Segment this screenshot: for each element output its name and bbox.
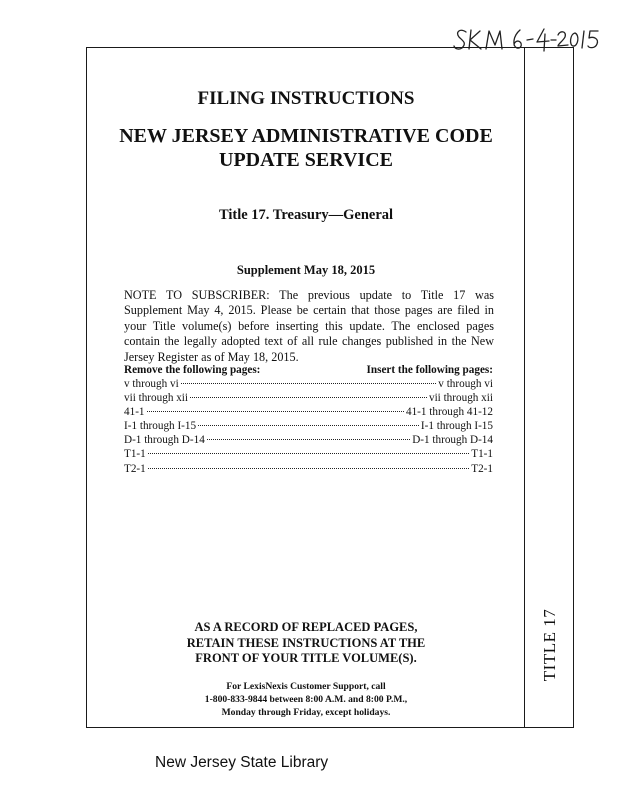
supplement-date: Supplement May 18, 2015 bbox=[236, 263, 376, 277]
filing-instructions-title: FILING INSTRUCTIONS bbox=[197, 88, 415, 109]
record-line-2: RETAIN THESE INSTRUCTIONS AT THE bbox=[186, 635, 426, 650]
code-title bbox=[86, 124, 526, 172]
title-tab-label: TITLE 17 bbox=[540, 608, 560, 682]
dot-leader bbox=[190, 397, 427, 398]
record-line-3: FRONT OF YOUR TITLE VOLUME(S). bbox=[195, 651, 417, 665]
insert-pages-cell: I-1 through I-15 bbox=[420, 420, 493, 433]
customer-support-info bbox=[86, 681, 526, 719]
dot-leader bbox=[198, 425, 419, 426]
remove-pages-cell: T1-1 bbox=[124, 448, 146, 461]
remove-pages-cell: D-1 through D-14 bbox=[124, 434, 205, 447]
support-line-1: For LexisNexis Customer Support, call bbox=[226, 681, 386, 692]
pages-table-header bbox=[124, 363, 493, 377]
dot-leader bbox=[181, 383, 437, 384]
remove-pages-header: Remove the following pages: bbox=[124, 364, 261, 376]
code-title-line-1: NEW JERSEY ADMINISTRATIVE CODE bbox=[119, 125, 493, 147]
pages-table bbox=[124, 363, 493, 476]
dot-leader bbox=[147, 411, 404, 412]
remove-pages-cell: T2-1 bbox=[124, 462, 146, 475]
record-instructions bbox=[86, 620, 526, 667]
remove-pages-cell: v through vi bbox=[124, 378, 179, 390]
insert-pages-cell: 41-1 through 41-12 bbox=[405, 406, 493, 419]
insert-pages-cell: D-1 through D-14 bbox=[412, 434, 493, 447]
record-line-1: AS A RECORD OF REPLACED PAGES, bbox=[194, 620, 418, 634]
table-row bbox=[124, 433, 493, 447]
insert-pages-cell: vii through xii bbox=[428, 392, 493, 405]
insert-pages-header: Insert the following pages: bbox=[366, 364, 493, 376]
dot-leader bbox=[207, 439, 410, 440]
note-to-subscriber: NOTE TO SUBSCRIBER: The previous update to Title 17 was Supplement May 4, 2015. Please be certain that those pages are filed in your Title volume(s) before inserting this update. The enclosed pages contain the legally adopted text of all rule changes published in the New Jersey Register as of May 18, 2015. bbox=[124, 288, 494, 364]
remove-pages-cell: I-1 through I-15 bbox=[124, 420, 197, 433]
dot-leader bbox=[148, 453, 470, 454]
insert-pages-cell: v through vi bbox=[438, 378, 493, 390]
insert-pages-cell: T2-1 bbox=[471, 462, 493, 475]
code-title-line-2: UPDATE SERVICE bbox=[219, 149, 393, 171]
title-subject: Title 17. Treasury—General bbox=[218, 207, 394, 223]
table-row bbox=[124, 377, 493, 391]
support-line-2: 1-800-833-9844 between 8:00 A.M. and 8:00 P.M., bbox=[204, 693, 408, 705]
dot-leader bbox=[148, 468, 470, 469]
insert-pages-cell: T1-1 bbox=[471, 448, 493, 461]
title-tab bbox=[530, 600, 570, 690]
table-row bbox=[124, 419, 493, 433]
table-row bbox=[124, 447, 493, 461]
table-row bbox=[124, 405, 493, 419]
library-footer: New Jersey State Library bbox=[155, 754, 329, 771]
table-row bbox=[124, 391, 493, 405]
remove-pages-cell: vii through xii bbox=[124, 392, 189, 405]
support-line-3: Monday through Friday, except holidays. bbox=[221, 706, 391, 718]
remove-pages-cell: 41-1 bbox=[124, 406, 145, 419]
table-row bbox=[124, 462, 493, 476]
